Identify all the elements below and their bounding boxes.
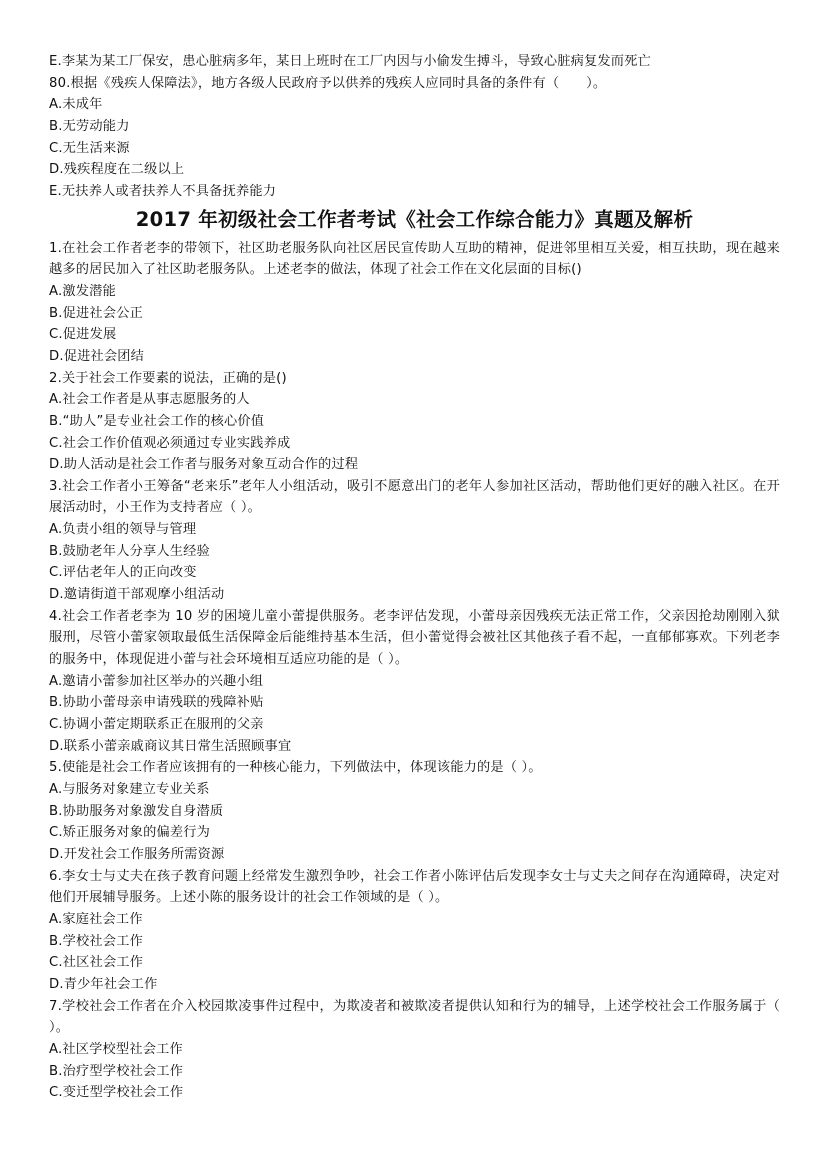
option-a: A.邀请小蕾参加社区举办的兴趣小组 — [49, 673, 264, 689]
option-a: A.与服务对象建立专业关系 — [49, 782, 210, 797]
option-text: E.无扶养人或者扶养人不具备抚养能力 — [49, 183, 277, 199]
option-a: A.社区学校型社会工作 — [49, 1041, 183, 1057]
option-b: B.协助服务对象激发自身潜质 — [49, 803, 224, 819]
option-a: A.社会工作者是从事志愿服务的人 — [49, 392, 250, 408]
option-c: C.社区社会工作 — [49, 955, 144, 971]
question-1 — [49, 238, 780, 368]
option-c: C.矫正服务对象的偏差行为 — [49, 825, 211, 841]
option-text: E.李某为某工厂保安，患心脏病多年，某日上班时在工厂内因与小偷发生搏斗，导致心脏病复发而死亡 — [49, 54, 651, 69]
document-title: 2017 年初级社会工作者考试《社会工作综合能力》真题及解析 — [135, 207, 694, 231]
option-b: B.鼓励老年人分享人生经验 — [49, 543, 210, 559]
question-stem: 6.李女士与丈夫在孩子教育问题上经常发生激烈争吵，社会工作者小陈评估后发现李女士与丈夫之间存在沟通障碍，决定对他们开展辅导服务。上述小陈的服务设计的社会工作领域的是（ ）。 — [49, 868, 780, 906]
option-b: B.治疗型学校社会工作 — [49, 1063, 184, 1079]
question-5 — [49, 757, 780, 865]
option-d: D.联系小蕾亲戚商议其日常生活照顾事宜 — [49, 738, 292, 754]
option-b: B.学校社会工作 — [49, 933, 143, 949]
option-d: D.助人活动是社会工作者与服务对象互动合作的过程 — [49, 457, 359, 473]
previous-question-tail — [49, 51, 780, 203]
option-d: D.开发社会工作服务所需资源 — [49, 846, 225, 862]
option-c: C.协调小蕾定期联系正在服刑的父亲 — [49, 717, 264, 733]
option-text: C.无生活来源 — [49, 140, 130, 156]
option-text: B.无劳动能力 — [49, 118, 130, 134]
option-d: D.促进社会团结 — [49, 348, 145, 364]
option-c: C.评估老年人的正向改变 — [49, 565, 197, 581]
option-b: B.“助人”是专业社会工作的核心价值 — [49, 413, 265, 429]
question-stem: 7.学校社会工作者在介入校园欺凌事件过程中，为欺凌者和被欺凌者提供认知和行为的辅导，上述学校社会工作服务属于（ ）。 — [49, 998, 780, 1036]
option-text: D.残疾程度在二级以上 — [49, 162, 185, 178]
option-b: B.促进社会公正 — [49, 305, 143, 321]
question-3 — [49, 476, 780, 606]
option-a: A.负责小组的领导与管理 — [49, 522, 197, 538]
option-c: C.变迁型学校社会工作 — [49, 1085, 184, 1101]
option-a: A.家庭社会工作 — [49, 911, 143, 927]
option-a: A.激发潜能 — [49, 283, 116, 299]
option-text: A.未成年 — [49, 97, 103, 113]
option-d: D.青少年社会工作 — [49, 976, 158, 992]
question-stem: 5.使能是社会工作者应该拥有的一种核心能力，下列做法中，体现该能力的是（ ）。 — [49, 760, 542, 776]
question-7 — [49, 996, 780, 1104]
question-stem: 1.在社会工作者老李的带领下，社区助老服务队向社区居民宣传助人互助的精神，促进邻里相互关爱，相互扶助，现在越来越多的居民加入了社区助老服务队。上述老李的做法，体现了社会工作在文化层面的目标() — [49, 240, 780, 278]
question-stem: 80.根据《残疾人保障法》，地方各级人民政府予以供养的残疾人应同时具备的条件有（ ）。 — [49, 75, 607, 91]
question-2 — [49, 368, 780, 476]
question-stem: 2.关于社会工作要素的说法，正确的是() — [49, 370, 287, 386]
question-6 — [49, 866, 780, 996]
question-stem: 3.社会工作者小王筹备“老来乐”老年人小组活动，吸引不愿意出门的老年人参加社区活动，帮助他们更好的融入社区。在开展活动时，小王作为支持者应（ ）。 — [49, 478, 780, 516]
option-d: D.邀请街道干部观摩小组活动 — [49, 587, 225, 603]
question-stem: 4.社会工作者老李为 10 岁的困境儿童小蕾提供服务。老李评估发现，小蕾母亲因残疾无法正常工作，父亲因抢劫刚刚入狱服刑，尽管小蕾家领取最低生活保障金后能维持基本生活，但小蕾觉得会被社区其他孩子看不起，一直郁郁寡欢。下列老李的服务中，体现促进小蕾与社会环境相互适应功能的是（ ）。 — [49, 608, 780, 668]
option-c: C.社会工作价值观必须通过专业实践养成 — [49, 435, 291, 451]
option-c: C.促进发展 — [49, 327, 117, 343]
option-b: B.协助小蕾母亲申请残联的残障补贴 — [49, 695, 264, 711]
question-4 — [49, 606, 780, 758]
